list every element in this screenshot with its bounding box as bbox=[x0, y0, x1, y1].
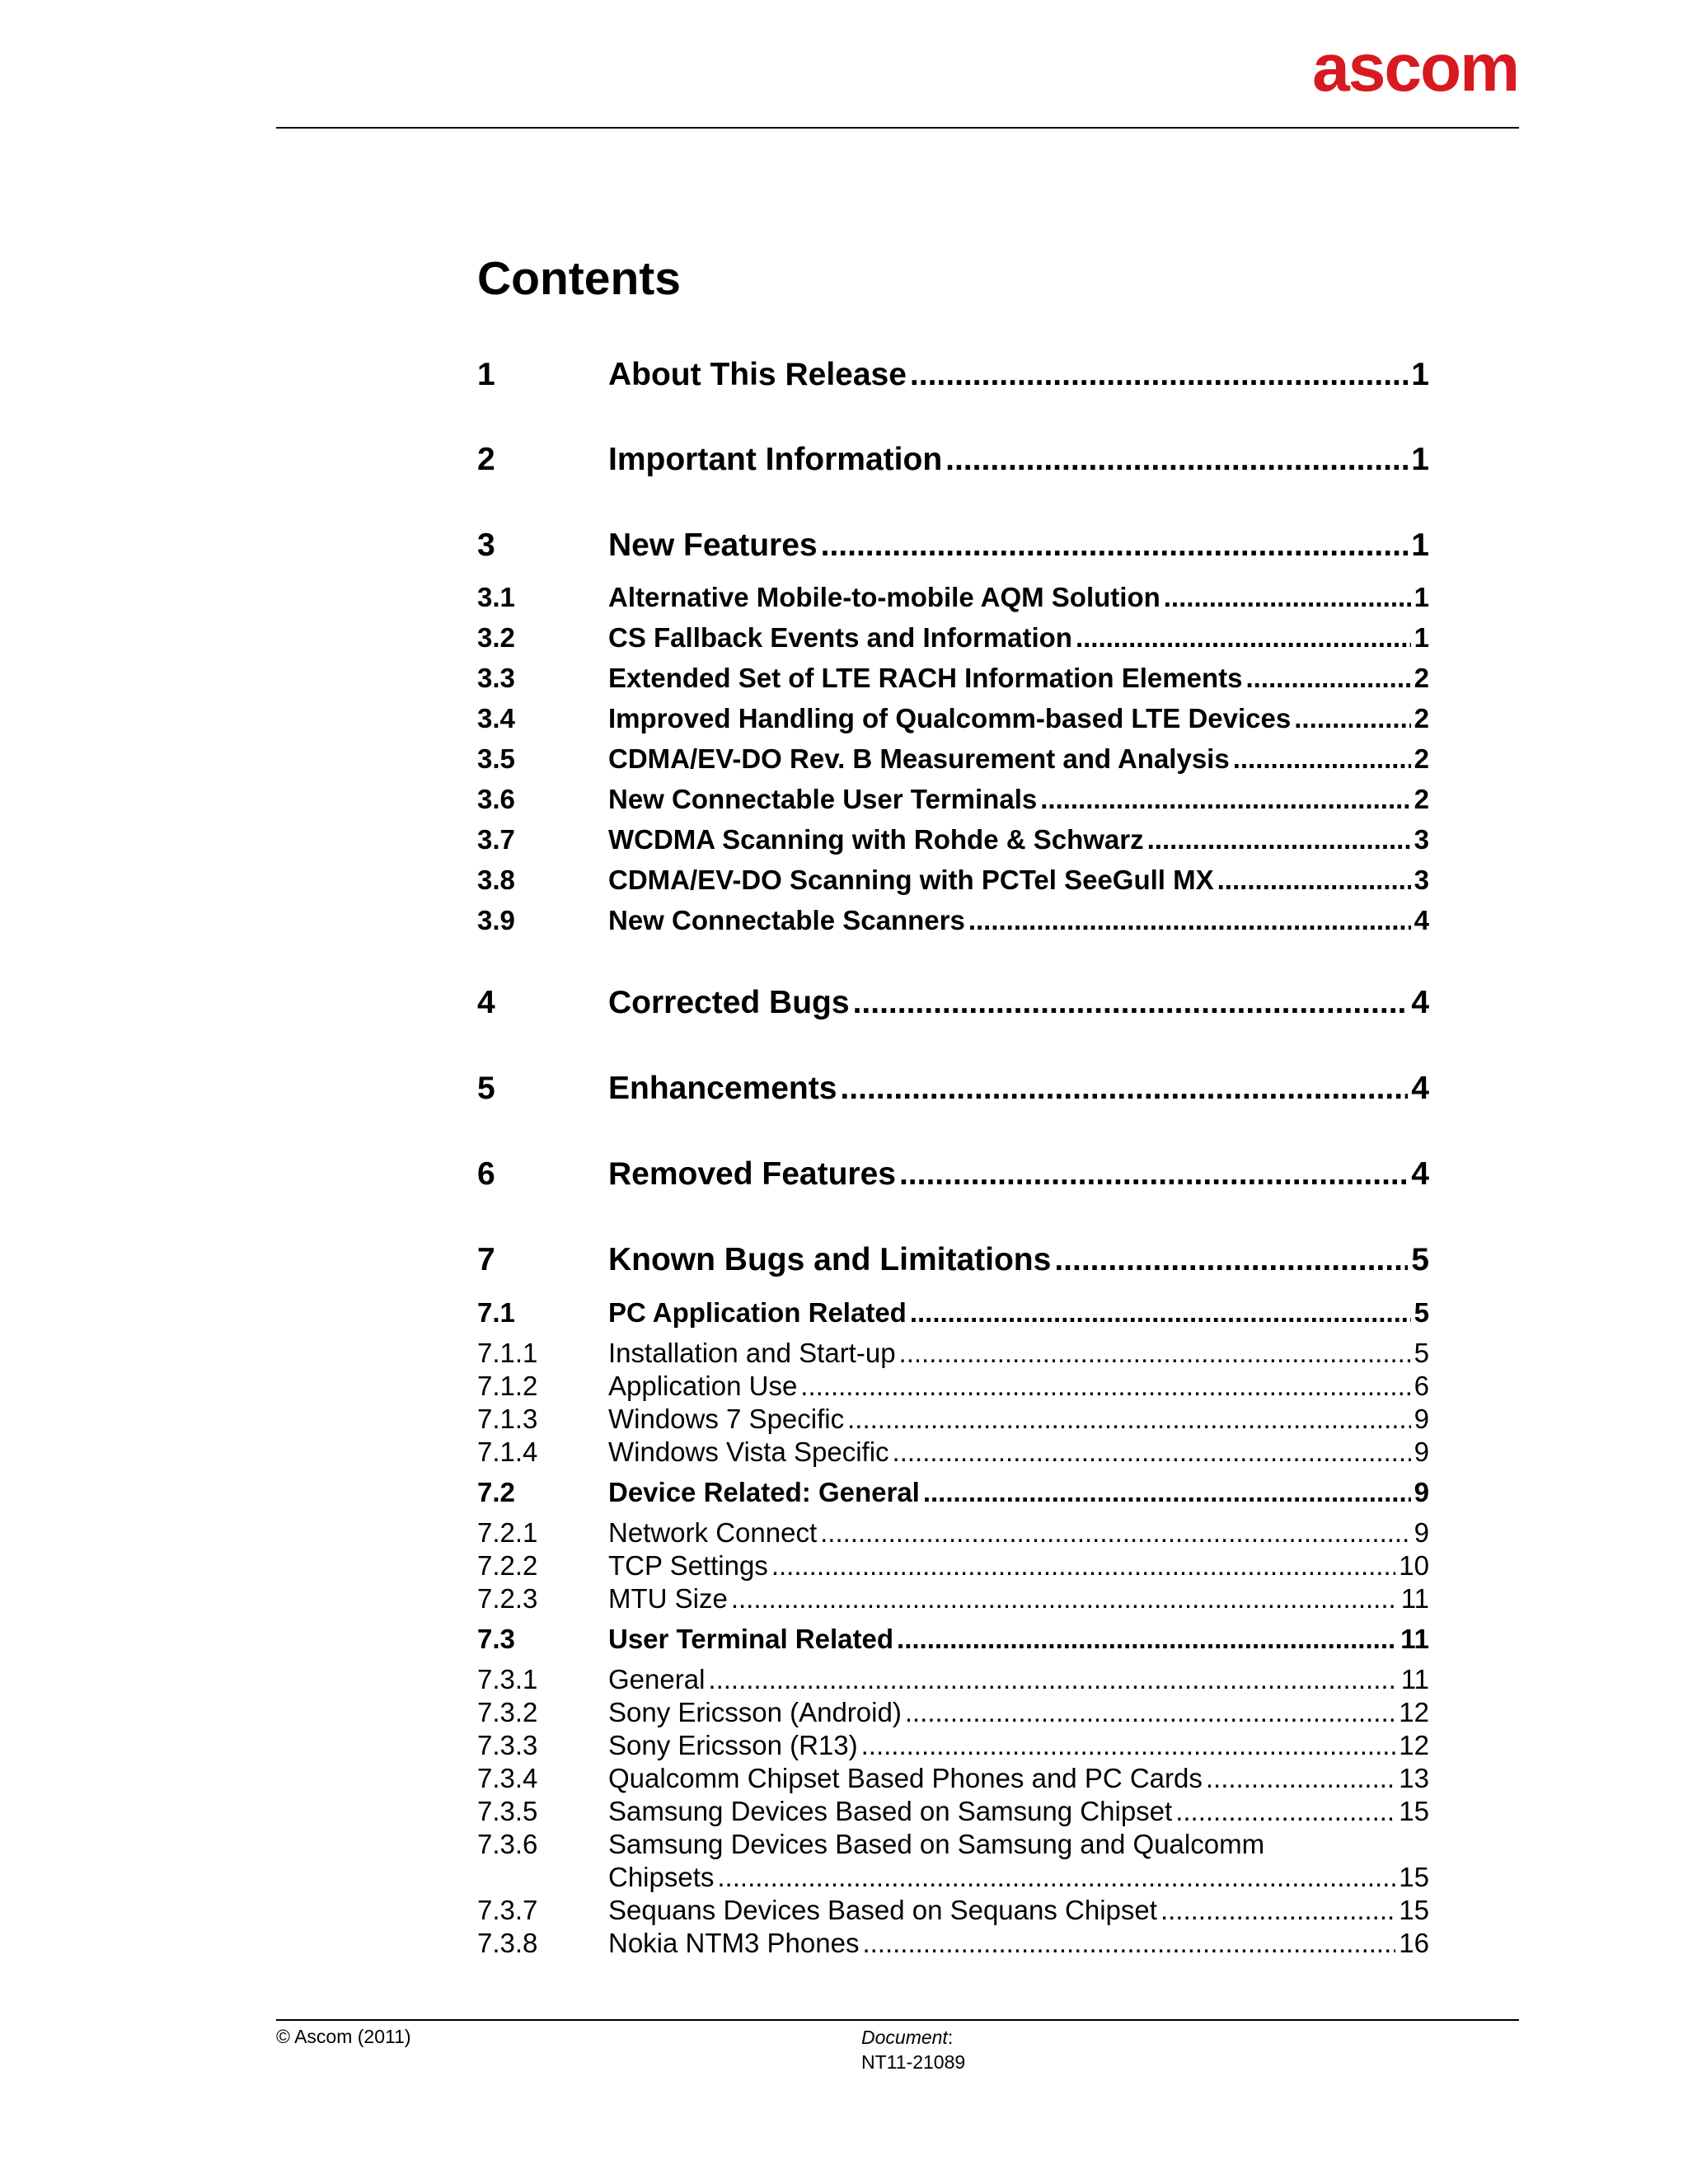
toc-entry-page: 2 bbox=[1414, 743, 1429, 774]
toc-entry-number: 3.9 bbox=[477, 905, 515, 935]
dot-leader bbox=[1164, 582, 1411, 613]
toc-entry-number: 7.1.1 bbox=[477, 1338, 538, 1368]
toc-entry-number: 7.3.8 bbox=[477, 1928, 538, 1958]
toc-entry[interactable] bbox=[477, 1928, 1429, 1959]
toc-entry-page: 13 bbox=[1399, 1763, 1429, 1793]
toc-entry-number: 2 bbox=[477, 442, 495, 477]
toc-entry-page: 1 bbox=[1411, 442, 1429, 477]
toc-entry[interactable] bbox=[477, 985, 1429, 1021]
toc-entry-number: 4 bbox=[477, 985, 495, 1020]
toc-entry-title: About This Release bbox=[608, 357, 907, 392]
toc-entry[interactable] bbox=[477, 784, 1429, 815]
dot-leader bbox=[861, 1730, 1396, 1761]
toc-entry-page: 9 bbox=[1414, 1436, 1429, 1467]
toc-entry-title: New Connectable Scanners bbox=[608, 905, 965, 935]
footer-copyright: © Ascom (2011) bbox=[276, 2026, 411, 2047]
dot-leader bbox=[1147, 824, 1411, 855]
toc-entry[interactable] bbox=[477, 1829, 1429, 1860]
toc-entry[interactable] bbox=[477, 1371, 1429, 1402]
toc-entry-page: 15 bbox=[1399, 1862, 1429, 1892]
dot-leader bbox=[905, 1697, 1395, 1728]
toc-entry-title: WCDMA Scanning with Rohde & Schwarz bbox=[608, 824, 1144, 855]
dot-leader bbox=[821, 527, 1409, 564]
toc-entry-number: 3.2 bbox=[477, 622, 515, 653]
toc-entry[interactable] bbox=[477, 1583, 1429, 1615]
dot-leader bbox=[1160, 1895, 1395, 1926]
toc-entry-title: Improved Handling of Qualcomm-based LTE Devices bbox=[608, 703, 1292, 733]
toc-entry-title: General bbox=[608, 1664, 706, 1694]
dot-leader bbox=[923, 1477, 1411, 1508]
toc-entry-title: Sequans Devices Based on Sequans Chipset bbox=[608, 1895, 1157, 1925]
toc-entry[interactable] bbox=[477, 1763, 1429, 1794]
toc-entry-title: Sony Ericsson (Android) bbox=[608, 1697, 902, 1727]
toc-entry-title: TCP Settings bbox=[608, 1550, 768, 1581]
dot-leader bbox=[771, 1550, 1395, 1582]
toc-entry-number: 7.3 bbox=[477, 1624, 515, 1654]
toc-entry-number: 7.1.4 bbox=[477, 1436, 538, 1467]
toc-entry-page: 9 bbox=[1414, 1517, 1429, 1548]
toc-entry-title: CDMA/EV-DO Scanning with PCTel SeeGull MX bbox=[608, 865, 1214, 895]
dot-leader bbox=[1217, 865, 1411, 896]
toc-entry[interactable] bbox=[477, 1730, 1429, 1761]
toc-entry-page: 10 bbox=[1399, 1550, 1429, 1581]
document-label-colon: : bbox=[947, 2027, 954, 2048]
toc-entry-page: 1 bbox=[1414, 622, 1429, 653]
toc-entry-page: 4 bbox=[1414, 905, 1429, 935]
toc-entry-number: 7.3.7 bbox=[477, 1895, 538, 1925]
dot-leader bbox=[731, 1583, 1398, 1615]
dot-leader bbox=[899, 1156, 1408, 1193]
toc-entry[interactable] bbox=[477, 1697, 1429, 1728]
toc-entry-page: 11 bbox=[1400, 1664, 1429, 1694]
toc-entry-title: Installation and Start-up bbox=[608, 1338, 896, 1368]
toc-entry-title: CS Fallback Events and Information bbox=[608, 622, 1072, 653]
toc-entry-title: Important Information bbox=[608, 442, 943, 477]
toc-entry-page: 3 bbox=[1414, 865, 1429, 895]
toc-entry[interactable] bbox=[477, 1071, 1429, 1107]
dot-leader bbox=[968, 905, 1411, 936]
toc-entry-title: Sony Ericsson (R13) bbox=[608, 1730, 858, 1760]
toc-entry-number: 7.1.2 bbox=[477, 1371, 538, 1401]
toc-entry[interactable] bbox=[477, 1297, 1429, 1329]
toc-entry-title: Removed Features bbox=[608, 1156, 896, 1192]
dot-leader bbox=[1076, 622, 1411, 654]
toc-entry-page: 15 bbox=[1399, 1796, 1429, 1826]
toc-entry-title: Corrected Bugs bbox=[608, 985, 850, 1020]
dot-leader bbox=[1294, 703, 1410, 734]
toc-entry[interactable] bbox=[477, 1156, 1429, 1193]
toc-entry-number: 7.3.6 bbox=[477, 1829, 538, 1859]
toc-entry-page: 3 bbox=[1414, 824, 1429, 855]
toc-entry-page: 1 bbox=[1414, 582, 1429, 612]
toc-entry-number: 3.4 bbox=[477, 703, 515, 733]
ascom-logo: ascom bbox=[1312, 30, 1518, 105]
toc-entry-number: 3.5 bbox=[477, 743, 515, 774]
document-number: NT11-21089 bbox=[861, 2050, 966, 2073]
toc-entry-title: Application Use bbox=[608, 1371, 798, 1401]
toc-entry[interactable] bbox=[477, 527, 1429, 564]
toc-entry[interactable] bbox=[477, 865, 1429, 896]
dot-leader bbox=[853, 985, 1409, 1021]
toc-entry[interactable] bbox=[477, 1796, 1429, 1827]
toc-entry-number: 3.8 bbox=[477, 865, 515, 895]
toc-entry-number: 7.3.1 bbox=[477, 1664, 538, 1694]
dot-leader bbox=[1054, 1242, 1408, 1278]
toc-entry-number: 7.3.4 bbox=[477, 1763, 538, 1793]
toc-entry[interactable] bbox=[477, 743, 1429, 775]
toc-entry-title: Extended Set of LTE RACH Information Elements bbox=[608, 663, 1243, 693]
toc-entry-title-continued: Chipsets bbox=[608, 1862, 715, 1892]
toc-entry-page: 2 bbox=[1414, 703, 1429, 733]
toc-entry-page: 12 bbox=[1399, 1730, 1429, 1760]
toc-entry[interactable] bbox=[477, 1517, 1429, 1549]
toc-entry-page: 9 bbox=[1414, 1477, 1429, 1507]
toc-entry-number: 3.1 bbox=[477, 582, 515, 612]
toc-entry[interactable] bbox=[477, 703, 1429, 734]
toc-entry-number: 3 bbox=[477, 527, 495, 563]
toc-entry-number: 3.7 bbox=[477, 824, 515, 855]
toc-entry-continuation[interactable] bbox=[477, 1862, 1429, 1893]
toc-entry-title: Windows Vista Specific bbox=[608, 1436, 889, 1467]
toc-entry-number: 6 bbox=[477, 1156, 495, 1192]
toc-entry[interactable] bbox=[477, 622, 1429, 654]
toc-entry-page: 4 bbox=[1411, 985, 1429, 1020]
toc-entry-number: 7.3.2 bbox=[477, 1697, 538, 1727]
dot-leader bbox=[708, 1664, 1397, 1695]
dot-leader bbox=[897, 1624, 1397, 1655]
toc-entry-title: Nokia NTM3 Phones bbox=[608, 1928, 860, 1958]
dot-leader bbox=[862, 1928, 1395, 1959]
dot-leader bbox=[1040, 784, 1410, 815]
toc-entry-number: 7.2 bbox=[477, 1477, 515, 1507]
footer-document bbox=[861, 2026, 965, 2075]
dot-leader bbox=[899, 1338, 1411, 1369]
dot-leader bbox=[820, 1517, 1411, 1549]
toc-entry-page: 6 bbox=[1414, 1371, 1429, 1401]
toc-entry[interactable] bbox=[477, 905, 1429, 936]
toc-entry-title: PC Application Related bbox=[608, 1297, 907, 1328]
toc-entry-title: Alternative Mobile-to-mobile AQM Solution bbox=[608, 582, 1160, 612]
toc-entry-page: 2 bbox=[1414, 784, 1429, 814]
footer-rule bbox=[276, 2019, 1519, 2021]
toc-entry-number: 7.2.1 bbox=[477, 1517, 538, 1548]
toc-entry[interactable] bbox=[477, 442, 1429, 478]
toc-entry-page: 11 bbox=[1400, 1624, 1429, 1654]
toc-entry-title: CDMA/EV-DO Rev. B Measurement and Analysis bbox=[608, 743, 1230, 774]
toc-entry-number: 7.3.3 bbox=[477, 1730, 538, 1760]
toc-entry-number: 3.6 bbox=[477, 784, 515, 814]
toc-entry-page: 15 bbox=[1399, 1895, 1429, 1925]
toc-entry[interactable] bbox=[477, 1895, 1429, 1926]
toc-entry[interactable] bbox=[477, 1242, 1429, 1278]
toc-entry-page: 9 bbox=[1414, 1404, 1429, 1434]
toc-entry-page: 12 bbox=[1399, 1697, 1429, 1727]
toc-entry[interactable] bbox=[477, 1624, 1429, 1655]
toc-entry-page: 5 bbox=[1414, 1297, 1429, 1328]
toc-entry-number: 5 bbox=[477, 1071, 495, 1106]
toc-entry[interactable] bbox=[477, 824, 1429, 855]
toc-entry-title: Samsung Devices Based on Samsung and Qualcomm bbox=[608, 1829, 1265, 1859]
toc-entry-page: 4 bbox=[1411, 1156, 1429, 1192]
dot-leader bbox=[800, 1371, 1410, 1402]
header-rule bbox=[276, 127, 1519, 129]
toc-entry[interactable] bbox=[477, 1404, 1429, 1435]
document-label: Document bbox=[861, 2027, 948, 2048]
dot-leader bbox=[910, 357, 1408, 393]
toc-entry-title: Windows 7 Specific bbox=[608, 1404, 845, 1434]
toc-entry[interactable] bbox=[477, 1477, 1429, 1508]
dot-leader bbox=[847, 1404, 1411, 1435]
toc-entry-title: MTU Size bbox=[608, 1583, 728, 1614]
toc-entry[interactable] bbox=[477, 1338, 1429, 1369]
toc-entry[interactable] bbox=[477, 357, 1429, 393]
toc-entry-number: 7.2.3 bbox=[477, 1583, 538, 1614]
toc-entry-number: 1 bbox=[477, 357, 495, 392]
toc-entry-page: 1 bbox=[1411, 357, 1429, 392]
toc-entry-title: User Terminal Related bbox=[608, 1624, 894, 1654]
toc-entry-title: Enhancements bbox=[608, 1071, 837, 1106]
toc-entry-page: 11 bbox=[1400, 1583, 1429, 1614]
toc-entry-title: New Connectable User Terminals bbox=[608, 784, 1038, 814]
dot-leader bbox=[1206, 1763, 1395, 1794]
toc-entry-page: 5 bbox=[1414, 1338, 1429, 1368]
dot-leader bbox=[1233, 743, 1411, 775]
toc-entry-number: 7.3.5 bbox=[477, 1796, 538, 1826]
toc-entry[interactable] bbox=[477, 1664, 1429, 1695]
page-title: Contents bbox=[477, 252, 681, 305]
toc-entry-number: 7.1 bbox=[477, 1297, 515, 1328]
dot-leader bbox=[717, 1862, 1395, 1893]
toc-entry-page: 16 bbox=[1399, 1928, 1429, 1958]
toc-entry[interactable] bbox=[477, 1436, 1429, 1468]
dot-leader bbox=[1175, 1796, 1395, 1827]
dot-leader bbox=[840, 1071, 1408, 1107]
toc-entry-title: Network Connect bbox=[608, 1517, 818, 1548]
toc-entry-page: 4 bbox=[1411, 1071, 1429, 1106]
toc-entry-page: 2 bbox=[1414, 663, 1429, 693]
toc-entry-number: 7.2.2 bbox=[477, 1550, 538, 1581]
toc-entry-page: 1 bbox=[1411, 527, 1429, 563]
toc-entry-title: Qualcomm Chipset Based Phones and PC Cards bbox=[608, 1763, 1203, 1793]
toc-entry-number: 3.3 bbox=[477, 663, 515, 693]
dot-leader bbox=[945, 442, 1408, 478]
toc-entry[interactable] bbox=[477, 1550, 1429, 1582]
toc-entry[interactable] bbox=[477, 663, 1429, 694]
dot-leader bbox=[1245, 663, 1410, 694]
dot-leader bbox=[910, 1297, 1411, 1329]
toc-entry-title: Known Bugs and Limitations bbox=[608, 1242, 1052, 1277]
dot-leader bbox=[893, 1436, 1411, 1468]
toc-entry[interactable] bbox=[477, 582, 1429, 613]
toc-entry-number: 7.1.3 bbox=[477, 1404, 538, 1434]
toc-entry-number: 7 bbox=[477, 1242, 495, 1277]
toc-entry-title: New Features bbox=[608, 527, 818, 563]
toc-entry-title: Samsung Devices Based on Samsung Chipset bbox=[608, 1796, 1173, 1826]
toc-entry-title: Device Related: General bbox=[608, 1477, 920, 1507]
toc-entry-page: 5 bbox=[1411, 1242, 1429, 1277]
